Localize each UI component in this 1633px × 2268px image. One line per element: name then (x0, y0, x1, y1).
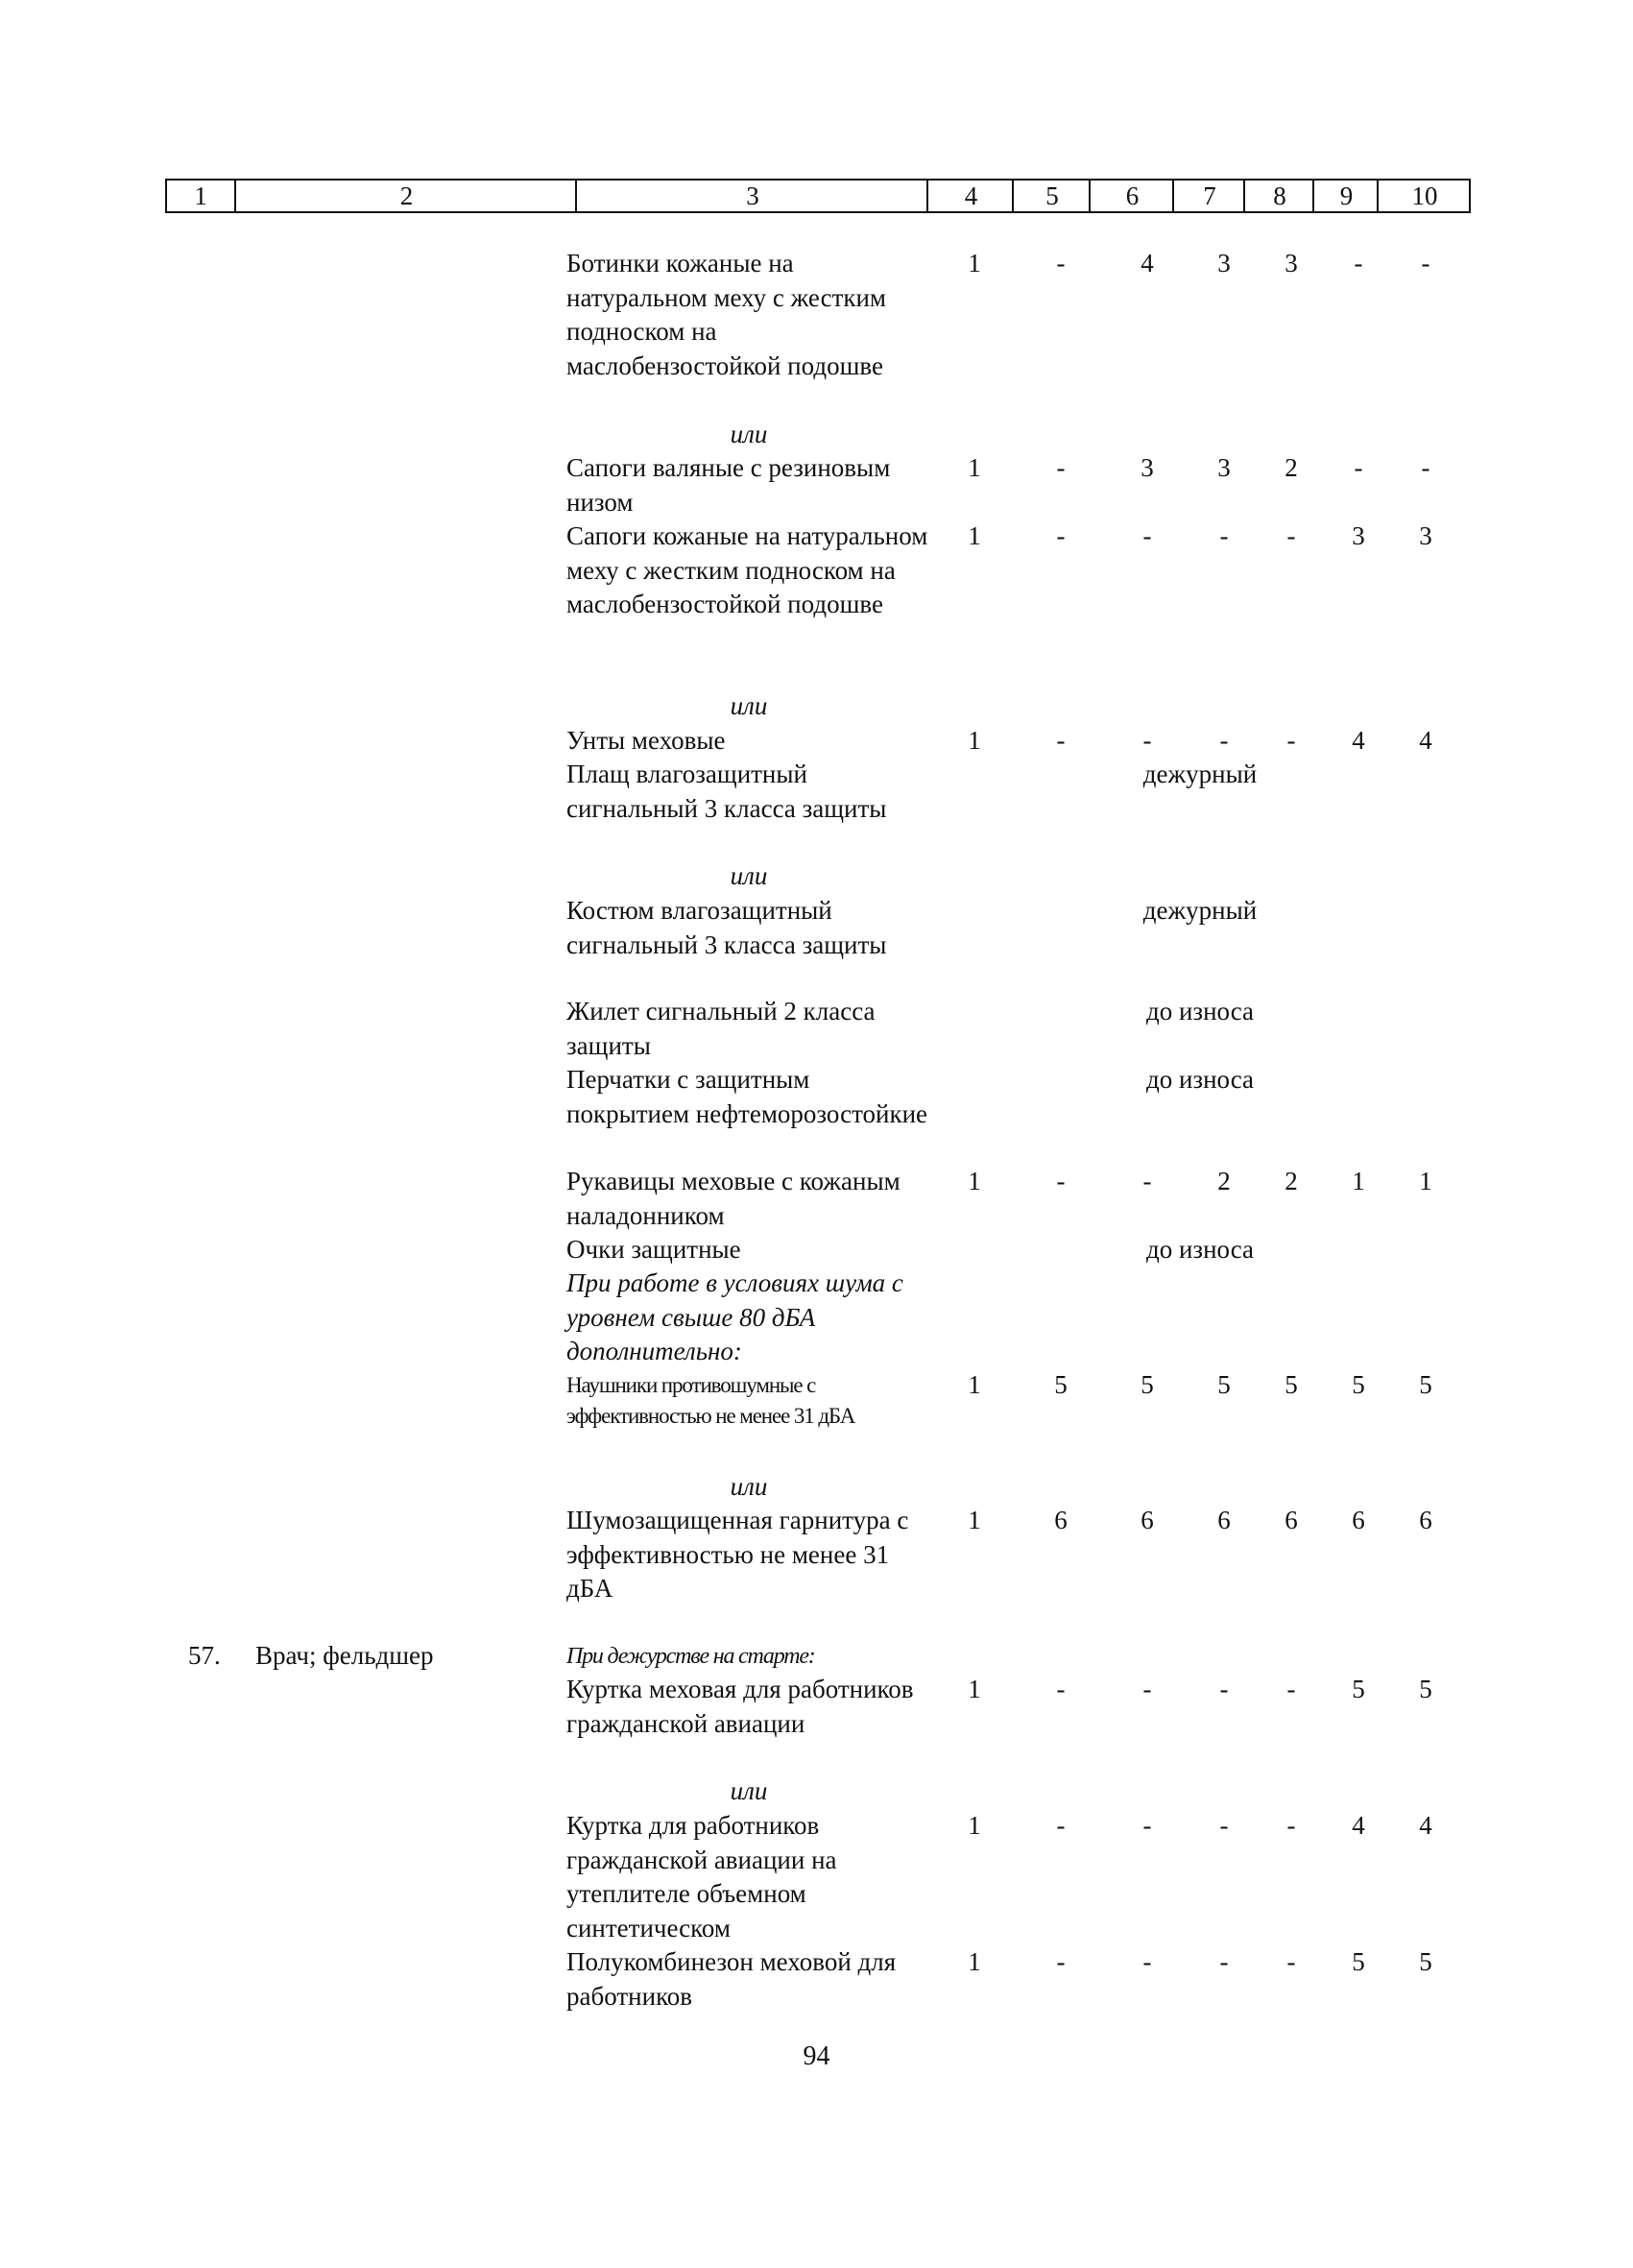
header-col-5: 5 (1012, 181, 1091, 211)
header-col-7: 7 (1172, 181, 1245, 211)
value-col-6: - (1142, 1811, 1152, 1840)
value-col-5: - (1056, 1675, 1066, 1703)
header-col-6: 6 (1089, 181, 1174, 211)
value-col-8: 3 (1285, 249, 1298, 277)
table-row-item-text: Куртка для работников гражданской авиации на утеплителе объемном синтетическом (566, 1811, 837, 1942)
table-row-item-text: Ботинки кожаные на натуральном меху с жестким подноском на маслобензостойкой подошве (566, 249, 887, 380)
value-col-4: 1 (968, 1811, 981, 1840)
table-row-item-text: Жилет сигнальный 2 класса защиты (566, 997, 876, 1060)
issue-term-span: дежурный (1142, 760, 1258, 788)
value-col-4: 1 (968, 249, 981, 277)
header-col-4: 4 (926, 181, 1014, 211)
table-row-item-text: Унты меховые (566, 726, 726, 755)
value-col-4: 1 (968, 1167, 981, 1195)
table-row-item-text: Костюм влагозащитный сигнальный 3 класса защиты (566, 896, 887, 959)
value-col-4: 1 (968, 1947, 981, 1976)
value-col-8: 2 (1285, 1167, 1298, 1195)
value-col-5: - (1056, 1947, 1066, 1976)
issue-term-span: до износа (1145, 1065, 1255, 1094)
value-col-10: - (1421, 453, 1430, 482)
table-row-item-text: Куртка меховая для работников гражданской авиации (566, 1675, 914, 1738)
value-col-9: 5 (1352, 1947, 1365, 1976)
value-col-10: 5 (1419, 1675, 1432, 1703)
header-col-1: 1 (194, 181, 207, 210)
value-col-6: - (1142, 1947, 1152, 1976)
value-col-10: 4 (1419, 1811, 1432, 1840)
value-col-8: - (1286, 521, 1296, 550)
table-row-item-text: Шумозащищенная гарнитура с эффективностью не менее 31 дБА (566, 1506, 909, 1603)
value-col-9: 5 (1352, 1370, 1365, 1399)
value-col-7: 2 (1217, 1167, 1231, 1195)
value-col-9: 1 (1352, 1167, 1365, 1195)
value-col-6: 3 (1141, 453, 1154, 482)
value-col-9: - (1354, 453, 1363, 482)
section-note: При дежурстве на старте: (566, 1644, 815, 1669)
value-col-7: - (1219, 1811, 1229, 1840)
value-col-7: 5 (1217, 1370, 1231, 1399)
value-col-4: 1 (968, 453, 981, 482)
issue-term-span: до износа (1145, 997, 1255, 1025)
value-col-10: 5 (1419, 1947, 1432, 1976)
row-number: 57. (188, 1641, 221, 1670)
value-col-8: 6 (1285, 1506, 1298, 1534)
header-col-3: 3 (575, 181, 928, 211)
value-col-7: - (1219, 1947, 1229, 1976)
table-row-item-text: Сапоги валяные с резиновым низом (566, 453, 891, 517)
value-col-10: 6 (1419, 1506, 1432, 1534)
value-col-4: 1 (968, 1675, 981, 1703)
value-col-5: - (1056, 521, 1066, 550)
value-col-9: 4 (1352, 726, 1365, 755)
value-col-6: - (1142, 726, 1152, 755)
value-col-10: 4 (1419, 726, 1432, 755)
page-number: 94 (803, 2041, 830, 2071)
table-row-item-text: Рукавицы меховые с кожаным наладонником (566, 1167, 901, 1230)
or-separator: или (730, 1776, 768, 1805)
issue-term-span: до износа (1145, 1235, 1255, 1264)
value-col-9: - (1354, 249, 1363, 277)
header-col-2: 2 (234, 181, 577, 211)
value-col-4: 1 (968, 726, 981, 755)
value-col-8: - (1286, 1947, 1296, 1976)
value-col-7: - (1219, 1675, 1229, 1703)
table-row-item-text: Очки защитные (566, 1235, 741, 1264)
value-col-10: 1 (1419, 1167, 1432, 1195)
header-col-10: 10 (1377, 181, 1471, 211)
value-col-7: - (1219, 521, 1229, 550)
value-col-7: 3 (1217, 453, 1231, 482)
value-col-5: - (1056, 726, 1066, 755)
value-col-6: - (1142, 1167, 1152, 1195)
value-col-10: - (1421, 249, 1430, 277)
value-col-6: - (1142, 521, 1152, 550)
value-col-5: - (1056, 1167, 1066, 1195)
header-col-9: 9 (1312, 181, 1379, 211)
value-col-5: - (1056, 453, 1066, 482)
column-number-header (165, 179, 1471, 213)
value-col-8: - (1286, 1811, 1296, 1840)
value-col-6: 5 (1141, 1370, 1154, 1399)
value-col-4: 1 (968, 521, 981, 550)
table-row-item-text: Наушники противошумные с эффективностью не менее 31 дБА (566, 1373, 855, 1428)
table-row-item-text: Плащ влагозащитный сигнальный 3 класса защиты (566, 760, 887, 823)
value-col-5: 5 (1054, 1370, 1068, 1399)
value-col-7: 6 (1217, 1506, 1231, 1534)
value-col-6: 4 (1141, 249, 1154, 277)
value-col-9: 4 (1352, 1811, 1365, 1840)
issue-term-span: дежурный (1142, 896, 1258, 925)
value-col-6: - (1142, 1675, 1152, 1703)
or-separator: или (730, 1472, 768, 1501)
value-col-10: 5 (1419, 1370, 1432, 1399)
value-col-9: 3 (1352, 521, 1365, 550)
section-note: При работе в условиях шума с уровнем свыше 80 дБА дополнительно: (566, 1268, 903, 1365)
value-col-6: 6 (1141, 1506, 1154, 1534)
table-row-item-text: Сапоги кожаные на натуральном меху с жестким подноском на маслобензостойкой подошве (566, 521, 928, 618)
or-separator: или (730, 861, 768, 890)
value-col-9: 5 (1352, 1675, 1365, 1703)
value-col-8: 2 (1285, 453, 1298, 482)
value-col-4: 1 (968, 1506, 981, 1534)
value-col-10: 3 (1419, 521, 1432, 550)
value-col-5: - (1056, 249, 1066, 277)
table-row-item-text: Перчатки с защитным покрытием нефтеморозостойкие (566, 1065, 928, 1128)
value-col-7: - (1219, 726, 1229, 755)
value-col-8: - (1286, 1675, 1296, 1703)
value-col-7: 3 (1217, 249, 1231, 277)
value-col-5: - (1056, 1811, 1066, 1840)
header-col-8: 8 (1243, 181, 1314, 211)
value-col-5: 6 (1054, 1506, 1068, 1534)
value-col-8: - (1286, 726, 1296, 755)
value-col-4: 1 (968, 1370, 981, 1399)
table-row-item-text: Полукомбинезон меховой для работников (566, 1947, 897, 2011)
value-col-8: 5 (1285, 1370, 1298, 1399)
value-col-9: 6 (1352, 1506, 1365, 1534)
profession-name: Врач; фельдшер (255, 1641, 434, 1670)
or-separator: или (730, 691, 768, 720)
or-separator: или (730, 420, 768, 448)
